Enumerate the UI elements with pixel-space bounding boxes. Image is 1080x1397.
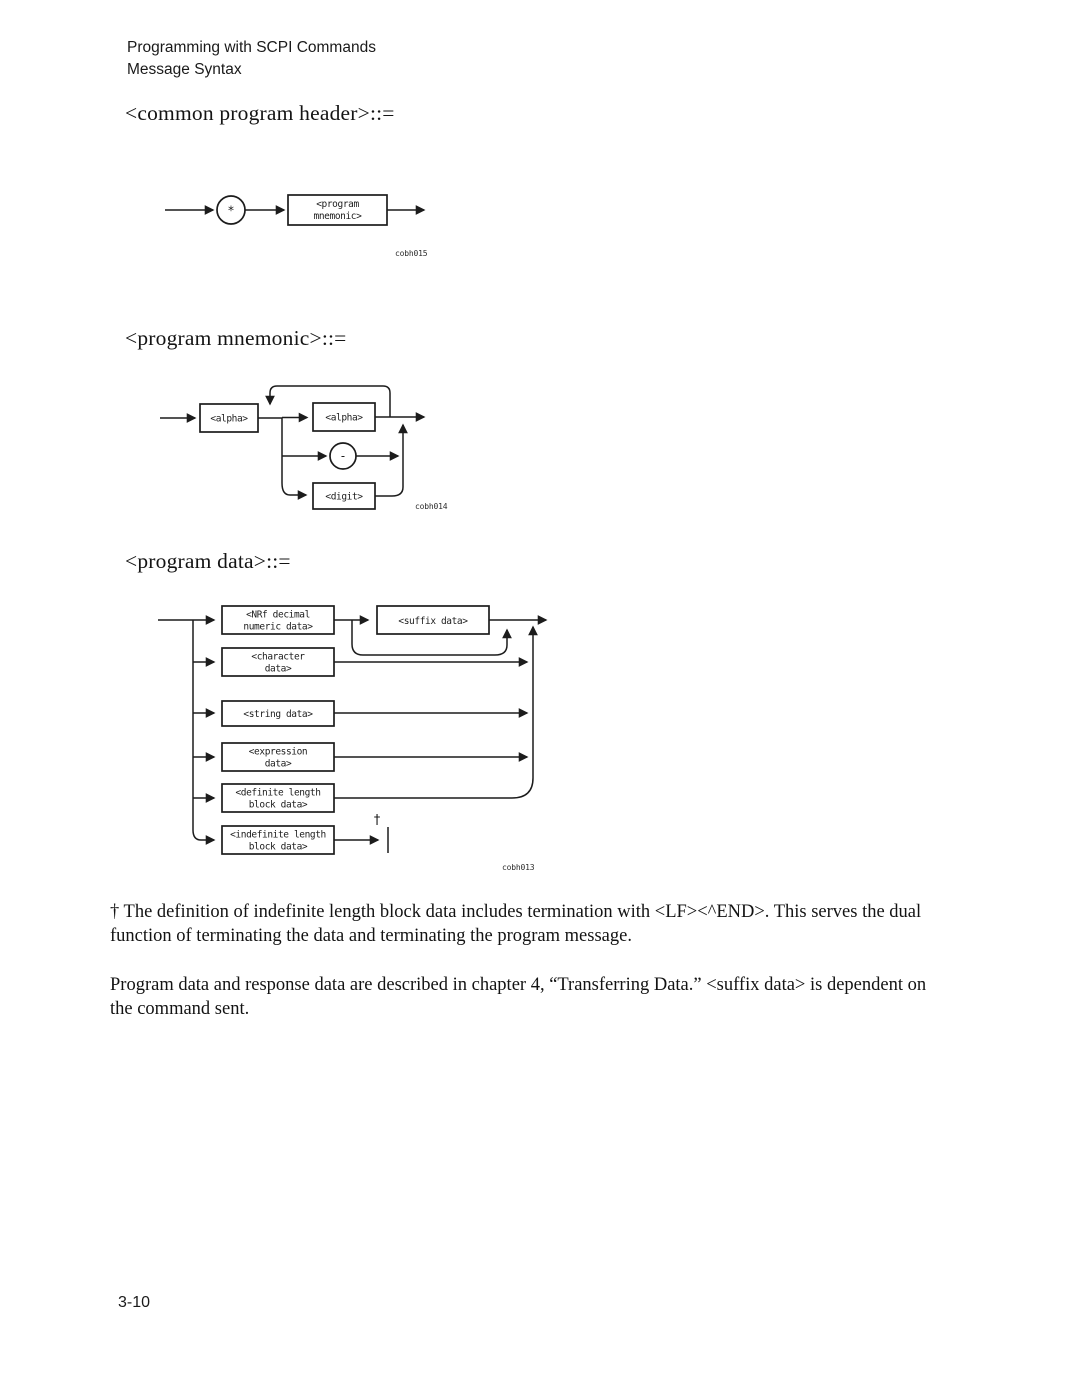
figure-caption: cobh013: [502, 863, 535, 872]
heading-common-program-header: <common program header>::=: [125, 101, 395, 125]
definite-length-label-line2: block data>: [248, 799, 308, 811]
body-paragraph: Program data and response data are described in chapter 4, “Transferring Data.” <suffix data> is dependent on the command sent.: [110, 975, 927, 1019]
syntax-diagram-program-data: [150, 595, 580, 880]
expression-data-label-line1: <expression: [248, 746, 308, 758]
syntax-diagram-program-mnemonic: [150, 375, 450, 520]
dagger-mark: †: [373, 813, 381, 828]
suffix-data-label: <suffix data>: [398, 616, 468, 627]
page-number: 3-10: [118, 1294, 151, 1311]
branch-rail-line: [193, 620, 201, 840]
heading-program-mnemonic: <program mnemonic>::=: [125, 326, 347, 350]
indefinite-length-label-line2: block data>: [248, 841, 308, 853]
character-data-label-line1: <character: [251, 651, 305, 663]
syntax-diagram-common-program-header: [150, 170, 450, 270]
running-header-line2: Message Syntax: [127, 61, 242, 78]
expression-data-label-line2: data>: [264, 758, 292, 770]
dash-terminal-label: -: [339, 449, 347, 463]
program-mnemonic-label-line1: <program: [316, 199, 359, 210]
footnote-paragraph: † The definition of indefinite length block data includes termination with <LF><^END>. This serves the dual function of terminating the data and terminating the program message.: [110, 902, 922, 946]
digit-merge-line: [375, 487, 403, 496]
program-mnemonic-label-line2: mnemonic>: [313, 211, 362, 222]
character-data-label-line2: data>: [264, 663, 292, 675]
running-header: [127, 37, 376, 81]
nrf-decimal-label-line2: numeric data>: [243, 621, 313, 633]
figure-caption: cobh014: [415, 502, 448, 511]
alpha-first-label: <alpha>: [210, 413, 248, 425]
figure-caption: cobh015: [395, 249, 428, 258]
alpha-repeat-label: <alpha>: [325, 412, 363, 424]
string-data-label: <string data>: [243, 709, 313, 720]
heading-program-data: <program data>::=: [125, 549, 291, 573]
indefinite-length-label-line1: <indefinite length: [230, 829, 326, 841]
nrf-decimal-label-line1: <NRf decimal: [246, 609, 310, 621]
definite-length-label-line1: <definite length: [235, 787, 321, 799]
star-terminal-label: *: [227, 203, 235, 218]
running-header-line1: Programming with SCPI Commands: [127, 39, 376, 56]
digit-label: <digit>: [325, 491, 363, 503]
